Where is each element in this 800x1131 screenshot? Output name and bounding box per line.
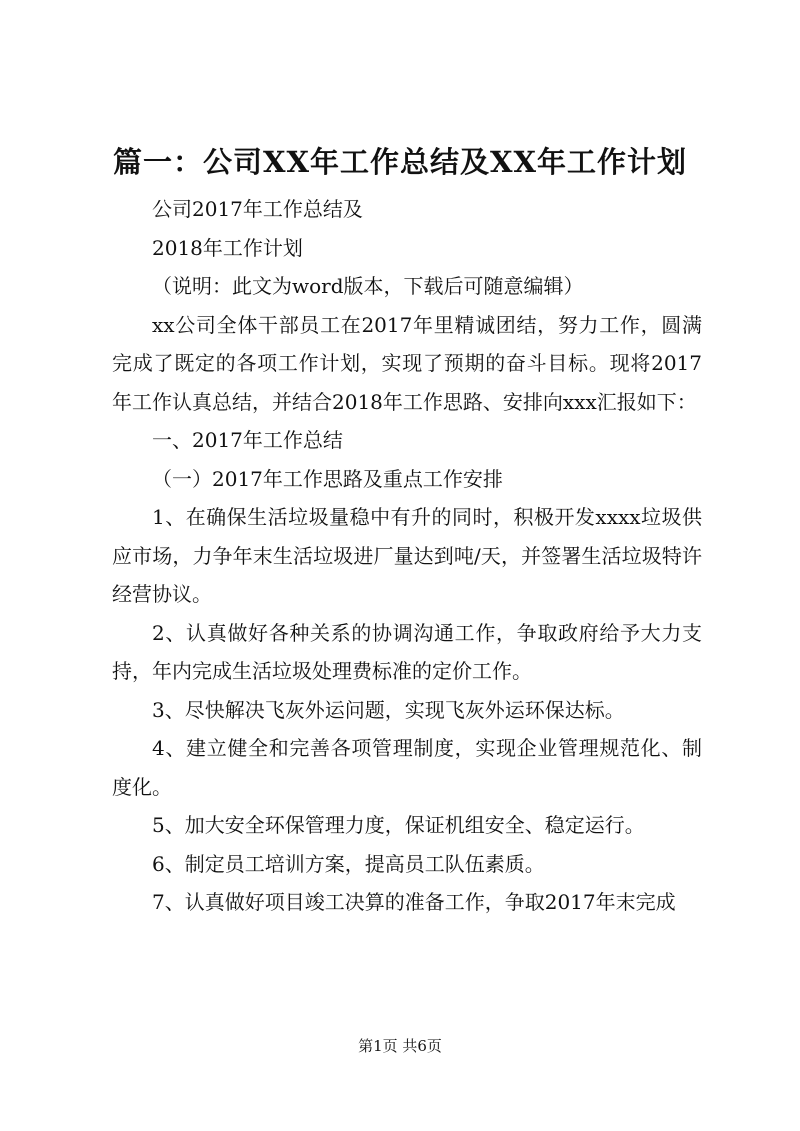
document-title: 篇一：公司XX年工作总结及XX年工作计划	[112, 145, 687, 179]
section-heading: 一、2017年工作总结	[152, 428, 343, 452]
list-item: 2、认真做好各种关系的协调沟通工作，争取政府给予大力支持，年内完成生活垃圾处理费标准的定价工作。	[112, 620, 702, 683]
subtitle-line-2: 2018年工作计划	[152, 235, 303, 260]
list-item: 1、在确保生活垃圾量稳中有升的同时，积极开发xxxx垃圾供应市场，力争年末生活垃圾进厂量达到吨/天，并签署生活垃圾特许经营协议。	[112, 505, 702, 606]
list-item: 3、尽快解决飞灰外运问题，实现飞灰外运环保达标。	[152, 697, 625, 722]
intro-paragraph: xx公司全体干部员工在2017年里精诚团结，努力工作，圆满完成了既定的各项工作计划，实现了预期的奋斗目标。现将2017年工作认真总结，并结合2018年工作思路、安排向xxx汇报如下：	[112, 312, 702, 414]
list-item: 5、加大安全环保管理力度，保证机组安全、稳定运行。	[152, 813, 645, 837]
document-body	[112, 190, 702, 922]
list-item: 6、制定员工培训方案，提高员工队伍素质。	[152, 851, 545, 876]
list-item: 7、认真做好项目竣工决算的准备工作，争取2017年末完成	[152, 890, 676, 914]
page-number-footer: 第1页 共6页	[358, 1037, 442, 1055]
editing-note: （说明：此文为word版本，下载后可随意编辑）	[152, 274, 584, 298]
subsection-heading: （一）2017年工作思路及重点工作安排	[152, 466, 503, 491]
subtitle-line-1: 公司2017年工作总结及	[152, 197, 363, 221]
list-item: 4、建立健全和完善各项管理制度，实现企业管理规范化、制度化。	[112, 736, 702, 799]
